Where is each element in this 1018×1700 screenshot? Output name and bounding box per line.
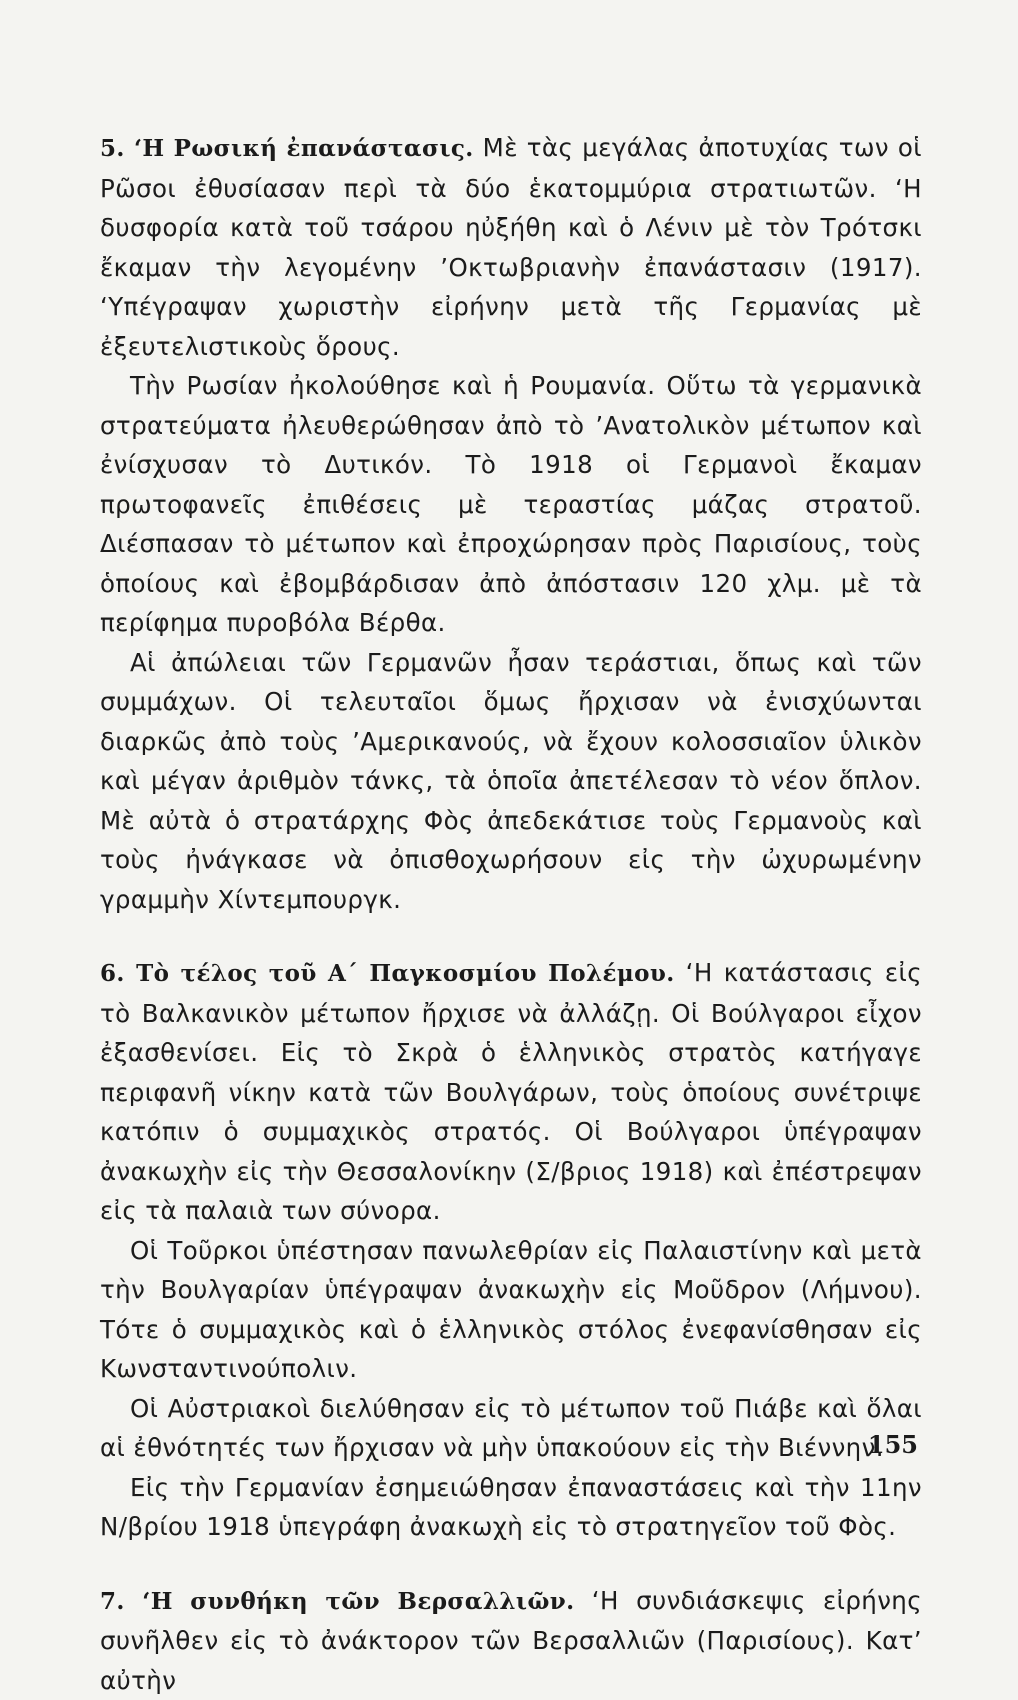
section-paragraph xyxy=(100,953,922,1231)
section-paragraph: Αἱ ἀπώλειαι τῶν Γερμανῶν ἦσαν τεράστιαι, ὅπως καὶ τῶν συμμάχων. Οἱ τελευταῖοι ὅμως ἤρχισαν νὰ ἐνισχύωνται διαρκῶς ἀπὸ τοὺς ’Αμερικανούς, νὰ ἔχουν κολοσσιαῖον ὑλικὸν καὶ μέγαν ἀριθμὸν τάνκς, τὰ ὁποῖα ἀπετέλεσαν τὸ νέον ὅπλον. Μὲ αὐτὰ ὁ στρατάρχης Φὸς ἀπεδεκάτισε τοὺς Γερμανοὺς καὶ τοὺς ἠνάγκασε νὰ ὀπισθοχωρήσουν εἰς τὴν ὠχυρωμένην γραμμὴν Χίντεμπουργκ. xyxy=(100,643,922,920)
section-heading: 7. ‘Η συνθήκη τῶν Βερσαλλιῶν. xyxy=(100,1588,575,1615)
paragraph-text: ‘Η συνδιάσκεψις εἰρήνης συνῆλθεν εἰς τὸ ἀνάκτορον τῶν Βερσαλλιῶν (Παρισίους). Κατ’ αὐτὴν xyxy=(100,1586,922,1695)
section-paragraph: Οἱ Αὐστριακοὶ διελύθησαν εἰς τὸ μέτωπον τοῦ Πιάβε καὶ ὅλαι αἱ ἐθνότητές των ἤρχισαν νὰ μὴν ὑπακούουν εἰς τὴν Βιέννην. xyxy=(100,1389,922,1468)
section-treaty-of-versailles xyxy=(100,1581,922,1700)
paragraph-text: ‘Η κατάστασις εἰς τὸ Βαλκανικὸν μέτωπον ἤρχισε νὰ ἀλλάζῃ. Οἱ Βούλγαροι εἶχον ἐξασθενίσει. Εἰς τὸ Σκρὰ ὁ ἑλληνικὸς στρατὸς κατήγαγε περιφανῆ νίκην κατὰ τῶν Βουλγάρων, τοὺς ὁποίους συνέτριψε κατόπιν ὁ συμμαχικὸς στρατός. Οἱ Βούλγαροι ὑπέγραψαν ἀνακωχὴν εἰς τὴν Θεσσαλονίκην (Σ/βριος 1918) καὶ ἐπέστρεψαν εἰς τὰ παλαιὰ των σύνορα. xyxy=(100,958,922,1225)
section-russian-revolution xyxy=(100,128,922,919)
section-paragraph xyxy=(100,1581,922,1700)
section-paragraph: Τὴν Ρωσίαν ἠκολούθησε καὶ ἡ Ρουμανία. Οὕτω τὰ γερμανικὰ στρατεύματα ἠλευθερώθησαν ἀπὸ τὸ ’Ανατολικὸν μέτωπον καὶ ἐνίσχυσαν τὸ Δυτικόν. Τὸ 1918 οἱ Γερμανοὶ ἔκαμαν πρωτοφανεῖς ἐπιθέσεις μὲ τεραστίας μάζας στρατοῦ. Διέσπασαν τὸ μέτωπον καὶ ἐπροχώρησαν πρὸς Παρισίους, τοὺς ὁποίους καὶ ἐβομβάρδισαν ἀπὸ ἀπόστασιν 120 χλμ. μὲ τὰ περίφημα πυροβόλα Βέρθα. xyxy=(100,366,922,643)
section-end-of-world-war-one xyxy=(100,953,922,1547)
section-paragraph: Οἱ Τοῦρκοι ὑπέστησαν πανωλεθρίαν εἰς Παλαιστίνην καὶ μετὰ τὴν Βουλγαρίαν ὑπέγραψαν ἀνακωχὴν εἰς Μοῦδρον (Λήμνου). Τότε ὁ συμμαχικὸς καὶ ὁ ἑλληνικὸς στόλος ἐνεφανίσθησαν εἰς Κωνσταντινούπολιν. xyxy=(100,1231,922,1389)
paragraph-text: Μὲ τὰς μεγάλας ἀποτυχίας των οἱ Ρῶσοι ἐθυσίασαν περὶ τὰ δύο ἑκατομμύρια στρατιωτῶν. ‘Η δυσφορία κατὰ τοῦ τσάρου ηὐξήθη καὶ ὁ Λένιν μὲ τὸν Τρότσκι ἔκαμαν τὴν λεγομένην ’Οκτωβριανὴν ἐπανάστασιν (1917). ‘Υπέγραψαν χωριστὴν εἰρήνην μετὰ τῆς Γερμανίας μὲ ἐξευτελιστικοὺς ὅρους. xyxy=(100,133,922,361)
section-paragraph: Εἰς τὴν Γερμανίαν ἐσημειώθησαν ἐπαναστάσεις καὶ τὴν 11ην Ν/βρίου 1918 ὑπεγράφη ἀνακωχὴ εἰς τὸ στρατηγεῖον τοῦ Φὸς. xyxy=(100,1468,922,1547)
section-heading: 5. ‘Η Ρωσική ἐπανάστασις. xyxy=(100,135,474,162)
section-paragraph xyxy=(100,128,922,366)
section-heading: 6. Τὸ τέλος τοῦ Α΄ Παγκοσμίου Πολέμου. xyxy=(100,960,675,987)
page-number: 155 xyxy=(868,1430,918,1459)
